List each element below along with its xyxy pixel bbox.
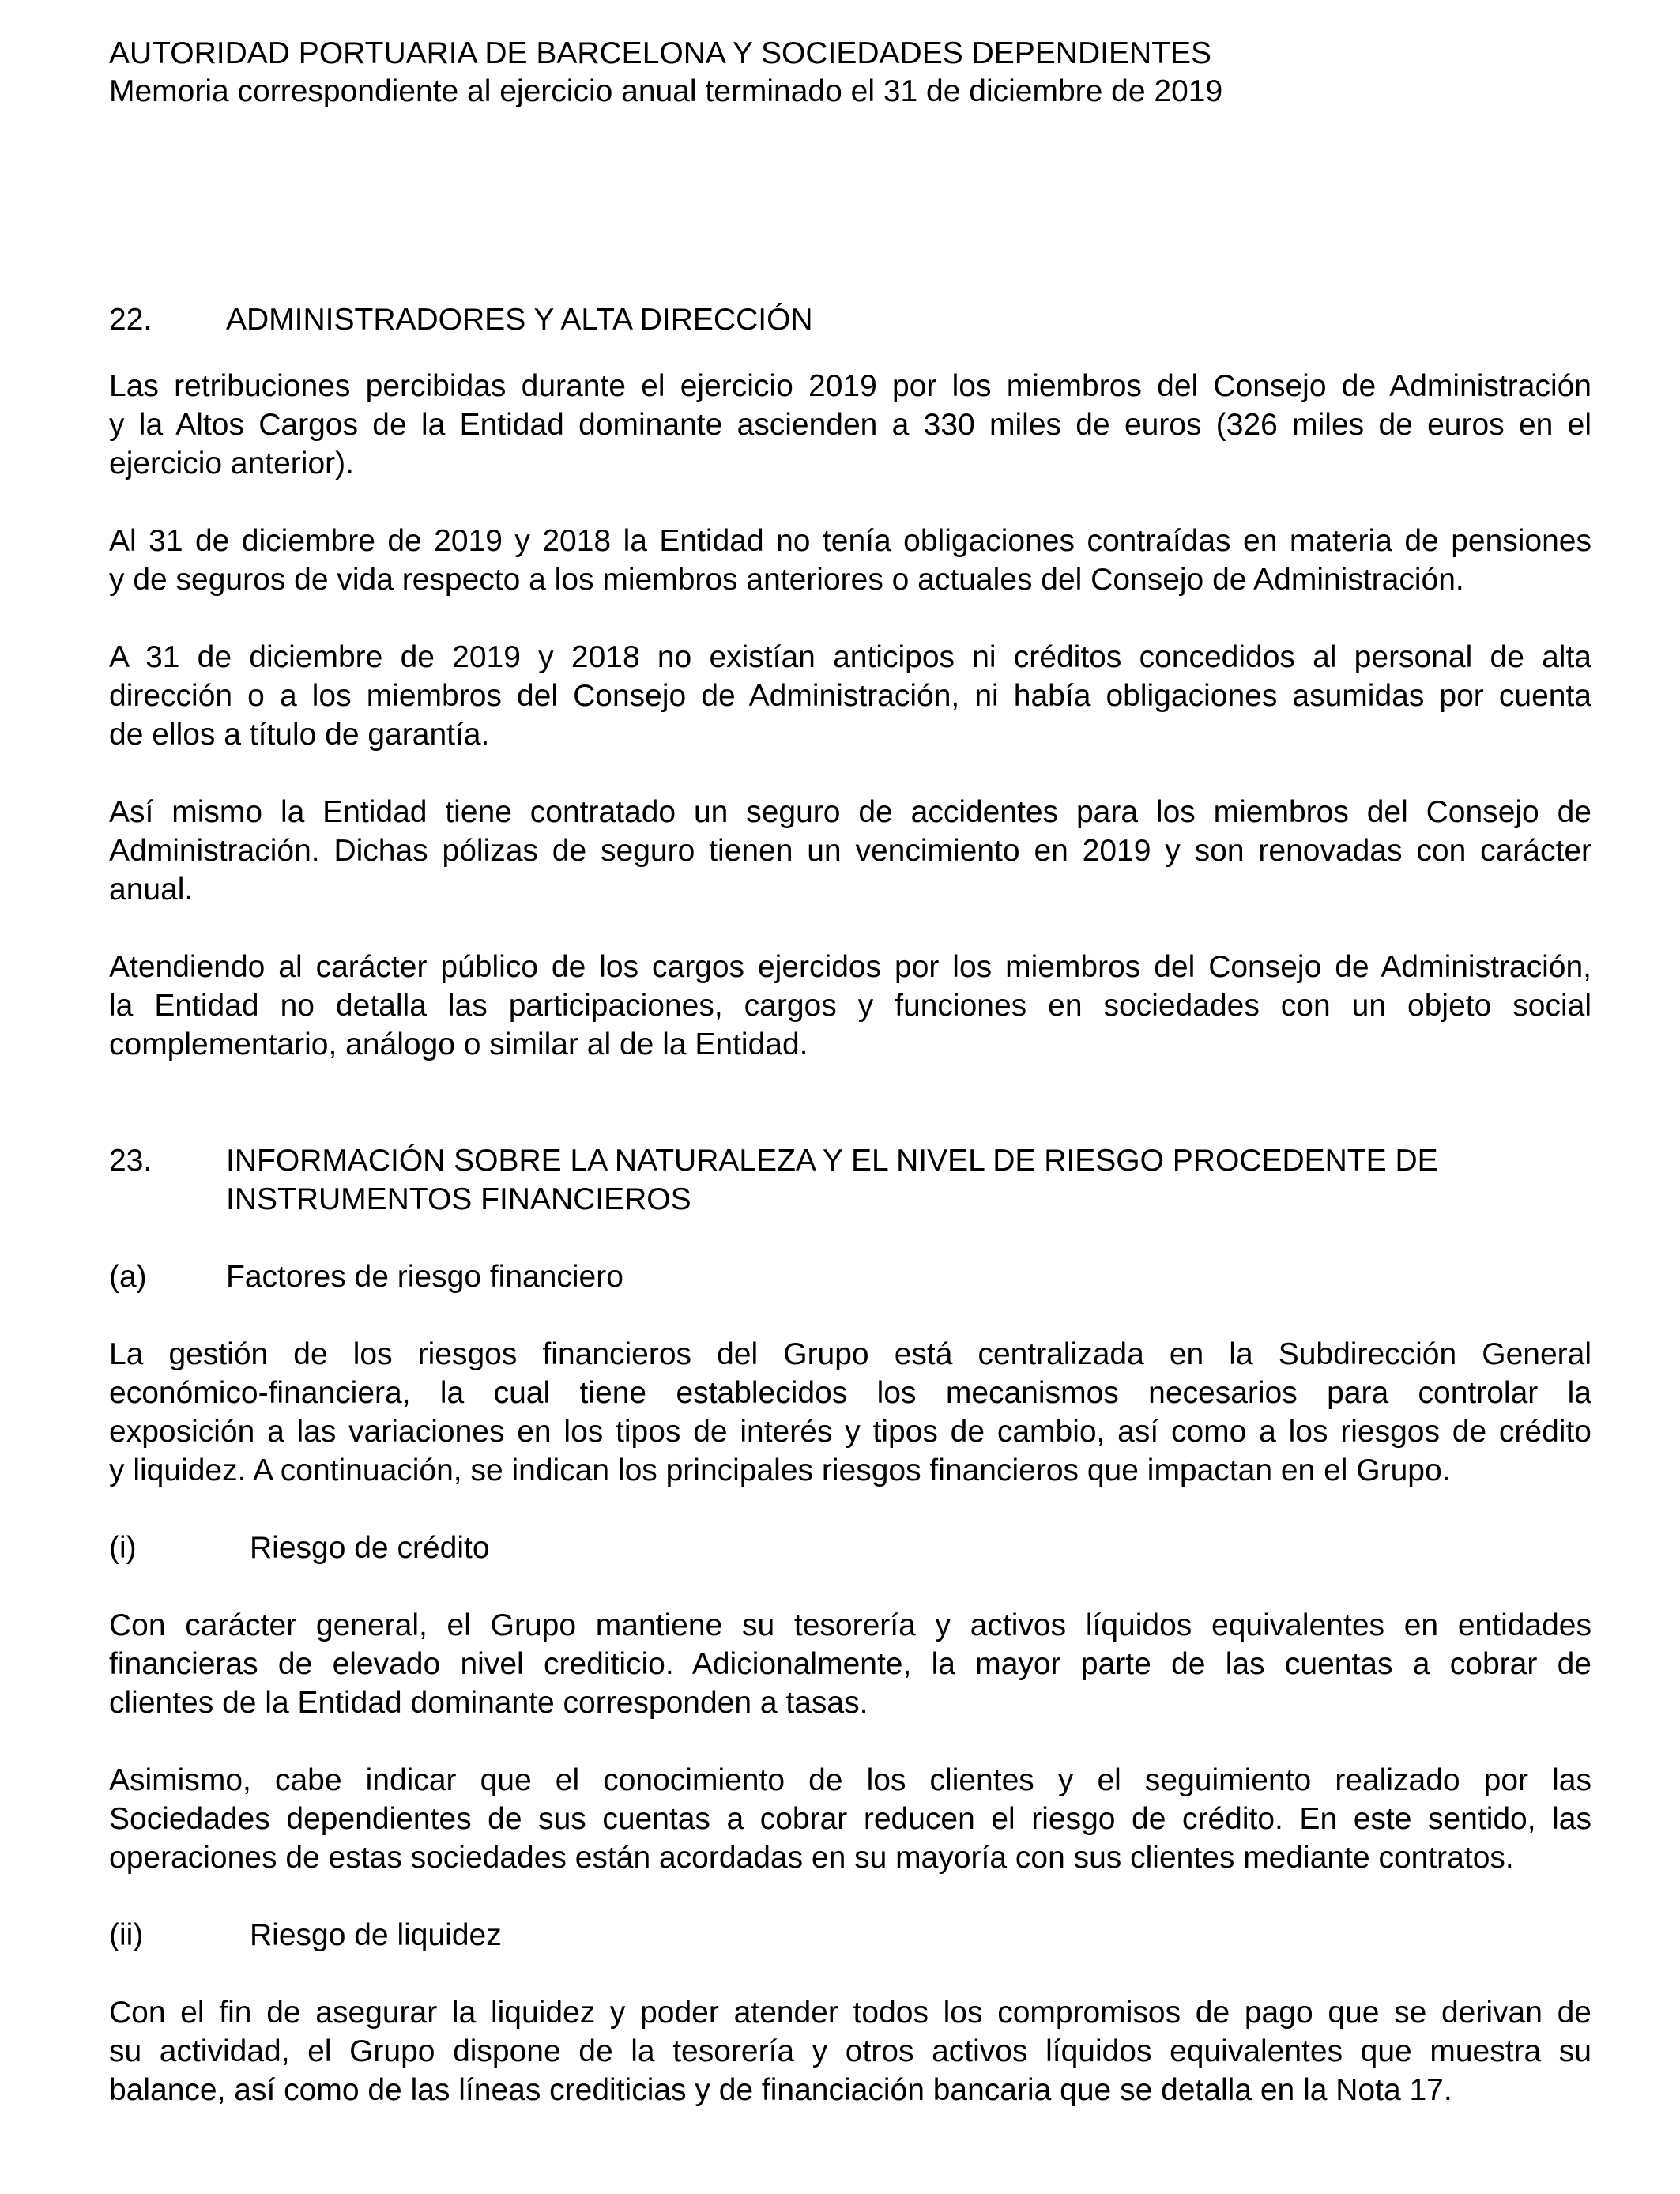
subsection-a-heading — [109, 1257, 1591, 1296]
text-line: dirección o a los miembros del Consejo de Administración, ni había obligaciones asumidas por cuenta — [109, 679, 1591, 713]
text-line: y liquidez. A continuación, se indican los principales riesgos financieros que impactan en el Grupo. — [109, 1453, 1451, 1487]
header-subtitle: Memoria correspondiente al ejercicio anual terminado el 31 de diciembre de 2019 — [109, 74, 1223, 108]
text-line: Así mismo la Entidad tiene contratado un seguro de accidentes para los miembros del Consejo de — [109, 795, 1591, 829]
text-line: Las retribuciones percibidas durante el ejercicio 2019 por los miembros del Consejo de Administración — [109, 369, 1591, 403]
subsection-a-title: Factores de riesgo financiero — [226, 1260, 623, 1294]
subsection-i-label: (i) — [109, 1531, 137, 1565]
text-line: La gestión de los riesgos financieros del Grupo está centralizada en la Subdirección General — [109, 1337, 1591, 1371]
header-title: AUTORIDAD PORTUARIA DE BARCELONA Y SOCIEDADES DEPENDIENTES — [109, 36, 1211, 70]
text-line: y de seguros de vida respecto a los miembros anteriores o actuales del Consejo de Administración. — [109, 563, 1464, 597]
text-line: de ellos a título de garantía. — [109, 718, 490, 752]
section-23-title — [226, 1141, 1591, 1219]
text-line: exposición a las variaciones en los tipos de interés y tipos de cambio, así como a los riesgos de crédito — [109, 1415, 1591, 1449]
document-header — [109, 35, 1591, 111]
s23a-paragraph — [109, 1335, 1591, 1490]
text-line: Atendiendo al carácter público de los cargos ejercidos por los miembros del Consejo de Administración, — [109, 950, 1591, 984]
section-22-number: 22. — [109, 303, 153, 337]
text-line: Al 31 de diciembre de 2019 y 2018 la Entidad no tenía obligaciones contraídas en materia de pensiones — [109, 524, 1591, 558]
text-line: balance, así como de las líneas crediticias y de financiación bancaria que se detalla en la Nota 17. — [109, 2073, 1452, 2107]
s22-paragraph-4 — [109, 793, 1591, 909]
subsection-a-label: (a) — [109, 1260, 147, 1294]
subsection-i-heading — [109, 1529, 1591, 1567]
section-23-title-line: INSTRUMENTOS FINANCIEROS — [226, 1182, 691, 1216]
section-22-title: ADMINISTRADORES Y ALTA DIRECCIÓN — [226, 303, 813, 337]
text-line: ejercicio anterior). — [109, 447, 354, 481]
s23i-paragraph-2 — [109, 1761, 1591, 1877]
text-line: A 31 de diciembre de 2019 y 2018 no existían anticipos ni créditos concedidos al personal de alta — [109, 640, 1591, 674]
text-line: clientes de la Entidad dominante corresponden a tasas. — [109, 1686, 868, 1720]
text-line: Administración. Dichas pólizas de seguro tienen un vencimiento en 2019 y son renovadas con carácter — [109, 834, 1591, 868]
s23ii-paragraph — [109, 1993, 1591, 2109]
text-line: financieras de elevado nivel crediticio. Adicionalmente, la mayor parte de las cuentas a cobrar de — [109, 1647, 1591, 1681]
text-line: Sociedades dependientes de sus cuentas a cobrar reducen el riesgo de crédito. En este sentido, las — [109, 1802, 1591, 1836]
s22-paragraph-2 — [109, 522, 1591, 599]
s22-paragraph-3 — [109, 638, 1591, 754]
section-23-heading — [109, 1141, 1591, 1219]
subsection-ii-label: (ii) — [109, 1918, 144, 1952]
text-line: económico-financiera, la cual tiene establecidos los mecanismos necesarios para controlar la — [109, 1376, 1591, 1410]
text-line: y la Altos Cargos de la Entidad dominante ascienden a 330 miles de euros (326 miles de euros en el — [109, 408, 1591, 442]
s23i-paragraph-1 — [109, 1606, 1591, 1722]
subsection-i-title: Riesgo de crédito — [250, 1531, 490, 1565]
section-22-heading — [109, 300, 1591, 339]
text-line: anual. — [109, 873, 194, 907]
text-line: Con carácter general, el Grupo mantiene su tesorería y activos líquidos equivalentes en entidades — [109, 1608, 1591, 1642]
document-page — [109, 35, 1591, 2109]
s22-paragraph-1 — [109, 367, 1591, 483]
subsection-ii-title: Riesgo de liquidez — [250, 1918, 502, 1952]
text-line: la Entidad no detalla las participaciones, cargos y funciones en sociedades con un objeto social — [109, 989, 1591, 1023]
text-line: operaciones de estas sociedades están acordadas en su mayoría con sus clientes mediante contratos. — [109, 1841, 1514, 1875]
section-23-number: 23. — [109, 1144, 153, 1178]
text-line: Con el fin de asegurar la liquidez y poder atender todos los compromisos de pago que se derivan de — [109, 1996, 1591, 2030]
text-line: Asimismo, cabe indicar que el conocimiento de los clientes y el seguimiento realizado por las — [109, 1763, 1591, 1797]
s22-paragraph-5 — [109, 948, 1591, 1064]
subsection-ii-heading — [109, 1916, 1591, 1955]
text-line: su actividad, el Grupo dispone de la tesorería y otros activos líquidos equivalentes que muestra su — [109, 2034, 1591, 2068]
section-23-title-line: INFORMACIÓN SOBRE LA NATURALEZA Y EL NIVEL DE RIESGO PROCEDENTE DE — [226, 1144, 1438, 1178]
text-line: complementario, análogo o similar al de la Entidad. — [109, 1027, 808, 1061]
